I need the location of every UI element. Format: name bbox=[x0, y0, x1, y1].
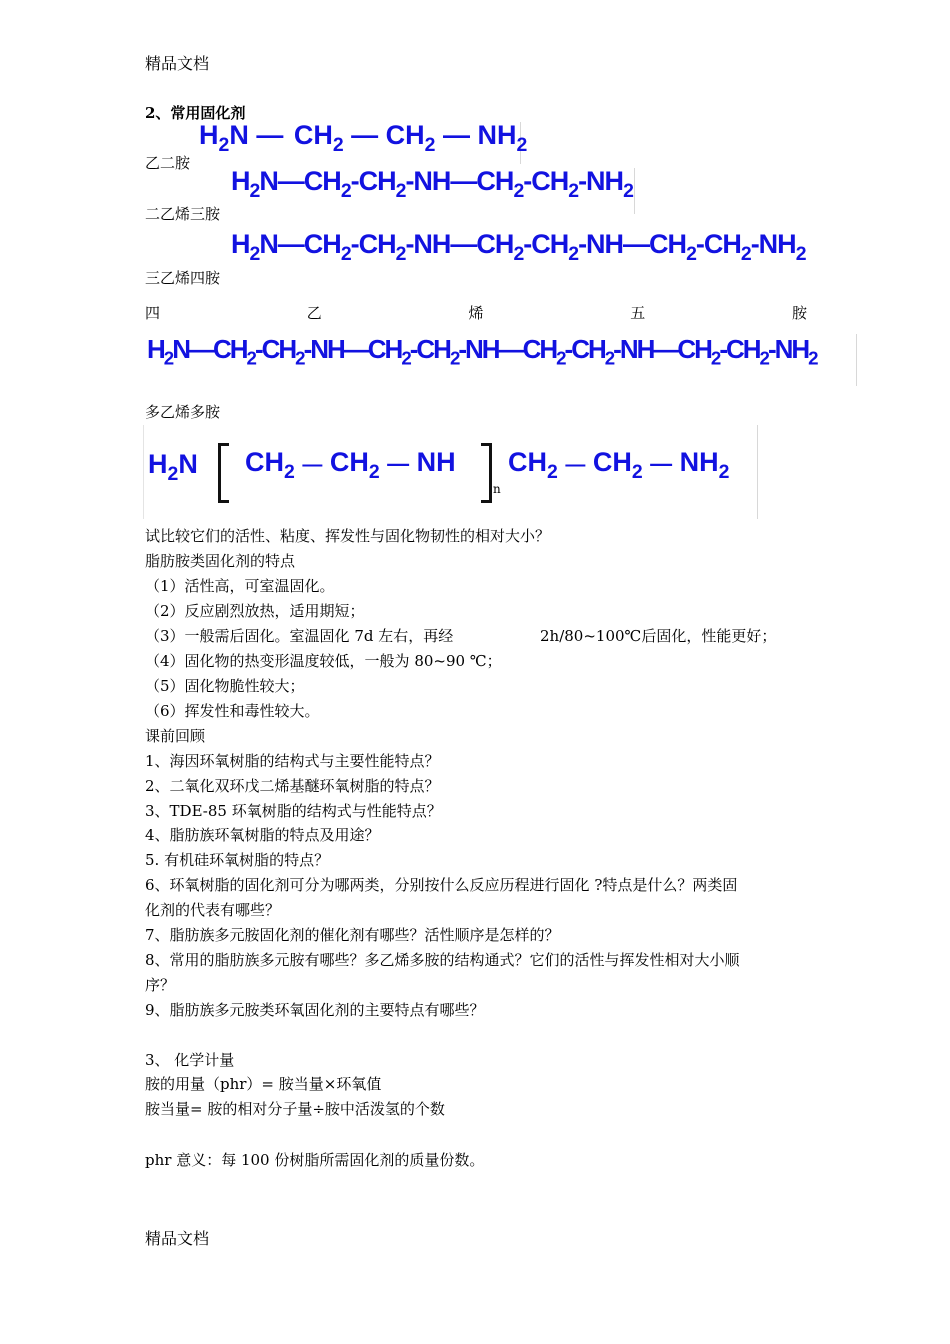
formula-pepa-head: $H_2N$ bbox=[148, 449, 198, 485]
bracket-right bbox=[481, 443, 492, 503]
label-triethylenetetramine: 三乙烯四胺 bbox=[145, 269, 221, 287]
label-char: 烯 bbox=[468, 304, 484, 322]
question-text: 试比较它们的活性、粘度、挥发性与固化物韧性的相对大小？ bbox=[145, 527, 551, 545]
feature-item-tail: 2h/80~100℃后固化，性能更好； bbox=[540, 627, 777, 645]
feature-item: （6）挥发性和毒性较大。 bbox=[145, 702, 320, 720]
formula-diethylenetriamine: $H_2N—CH_2-CH_2-NH—CH_2-CH_2-NH_2$ bbox=[231, 166, 633, 202]
features-title: 脂肪胺类固化剂的特点 bbox=[145, 552, 296, 570]
label-polyethylenepolyamine: 多乙烯多胺 bbox=[145, 403, 221, 421]
review-item: 3、TDE-85 环氧树脂的结构式与性能特点？ bbox=[145, 802, 442, 820]
label-tetraethylenepentamine bbox=[145, 303, 807, 323]
feature-item: （2）反应剧烈放热，适用期短； bbox=[145, 602, 365, 620]
formula-pepa-tail: $CH_2$ — $CH_2$ — $NH_2$ bbox=[508, 447, 730, 483]
definition-text: phr 意义：每 100 份树脂所需固化剂的质量份数。 bbox=[145, 1151, 485, 1169]
feature-item: （1）活性高，可室温固化。 bbox=[145, 577, 335, 595]
label-char: 胺 bbox=[791, 304, 807, 322]
label-diethylenetriamine: 二乙烯三胺 bbox=[145, 205, 221, 223]
formula-tetraethylenepentamine: $H_2N—CH_2-CH_2-NH—CH_2-CH_2-NH—CH_2-CH_2-NH—CH_2-CH_2-NH_2$ bbox=[147, 334, 817, 369]
section-title: 3、 化学计量 bbox=[145, 1051, 235, 1069]
formula-text: 胺的用量（phr）= 胺当量×环氧值 bbox=[145, 1075, 382, 1093]
review-item: 5. 有机硅环氧树脂的特点？ bbox=[145, 851, 330, 869]
label-char: 四 bbox=[145, 304, 161, 322]
review-item: 9、脂肪族多元胺类环氧固化剂的主要特点有哪些？ bbox=[145, 1001, 485, 1019]
formula-text: 胺当量= 胺的相对分子量÷胺中活泼氢的个数 bbox=[145, 1100, 445, 1118]
label-char: 五 bbox=[630, 304, 646, 322]
label-char: 乙 bbox=[306, 304, 322, 322]
review-item: 2、二氧化双环戊二烯基醚环氧树脂的特点？ bbox=[145, 777, 440, 795]
page-header: 精品文档 bbox=[145, 54, 210, 73]
review-item: 6、环氧树脂的固化剂可分为哪两类，分别按什么反应历程进行固化 ?特点是什么？两类固 bbox=[145, 876, 738, 894]
label-ethylenediamine: 乙二胺 bbox=[145, 154, 191, 172]
review-item: 1、海因环氧树脂的结构式与主要性能特点？ bbox=[145, 752, 440, 770]
review-item: 7、脂肪族多元胺固化剂的催化剂有哪些？活性顺序是怎样的？ bbox=[145, 926, 560, 944]
formula-triethylenetetramine: $H_2N—CH_2-CH_2-NH—CH_2-CH_2-NH—CH_2-CH_2-NH_2$ bbox=[231, 229, 806, 265]
formula-pepa-repeat: $CH_2$ — $CH_2$ — NH bbox=[245, 447, 456, 483]
review-item: 化剂的代表有哪些？ bbox=[145, 901, 281, 919]
review-item: 4、脂肪族环氧树脂的特点及用途？ bbox=[145, 826, 380, 844]
feature-item: （5）固化物脆性较大； bbox=[145, 677, 305, 695]
bracket-left bbox=[218, 443, 229, 503]
feature-item: （3）一般需后固化。室温固化 7d 左右，再经 bbox=[145, 627, 454, 645]
review-title: 课前回顾 bbox=[145, 727, 206, 745]
review-item: 8、常用的脂肪族多元胺有哪些？多乙烯多胺的结构通式？它们的活性与挥发性相对大小顺 bbox=[145, 951, 740, 969]
review-item: 序？ bbox=[145, 976, 176, 994]
feature-item: （4）固化物的热变形温度较低，一般为 80~90 ℃； bbox=[145, 652, 502, 670]
subscript-n: n bbox=[493, 482, 501, 496]
formula-ethylenediamine: $H_2N$ — $CH_2$ — $CH_2$ — $NH_2$ bbox=[199, 120, 528, 156]
section-title: 2、常用固化剂 bbox=[145, 104, 246, 122]
page-footer: 精品文档 bbox=[145, 1229, 210, 1248]
